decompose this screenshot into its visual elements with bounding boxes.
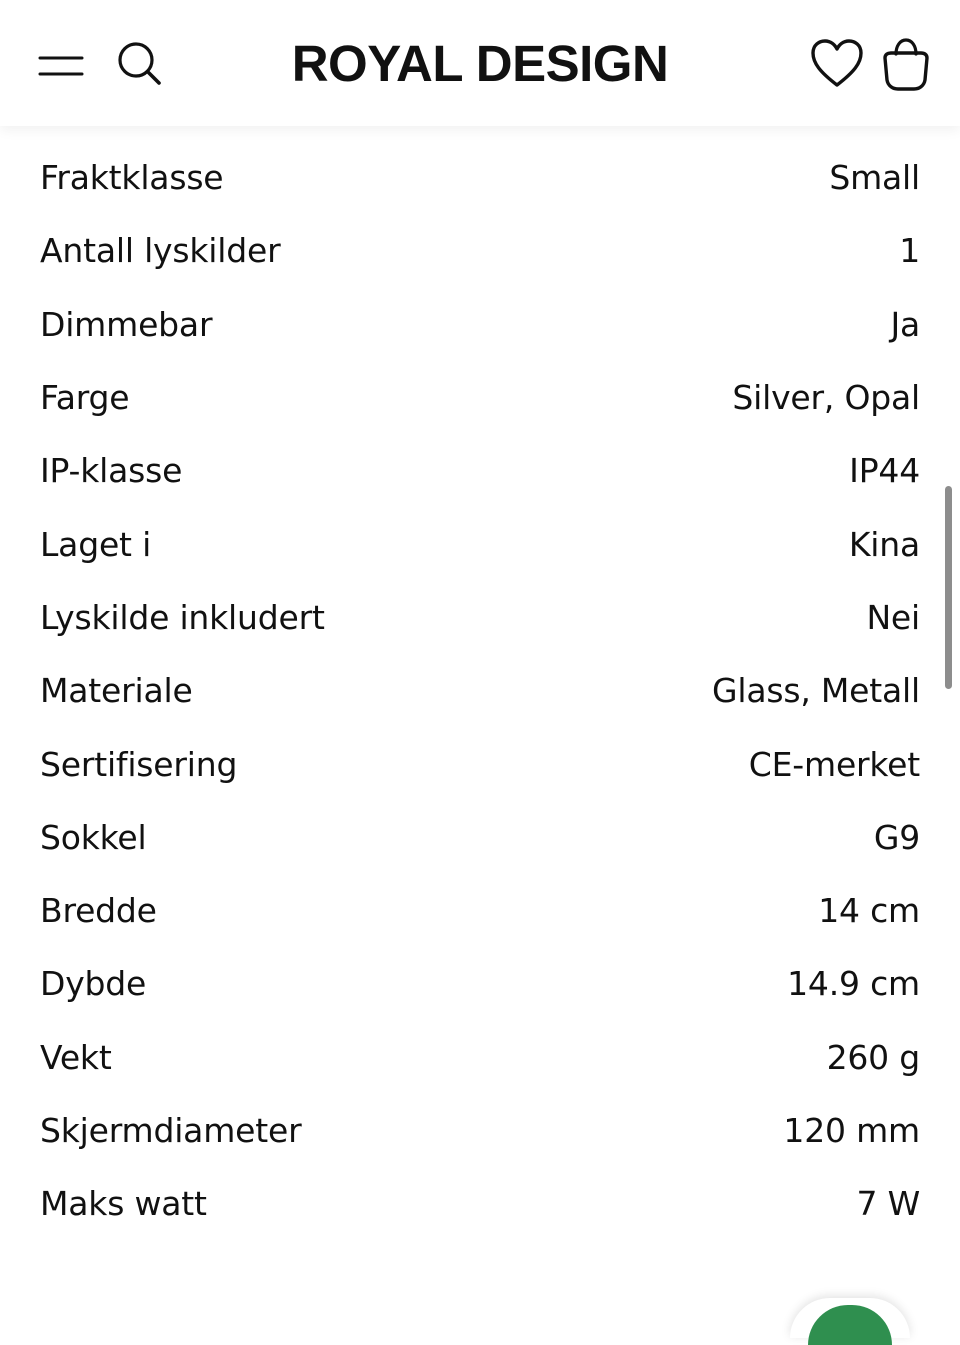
spec-row bbox=[40, 801, 920, 874]
spec-label: Farge bbox=[40, 378, 130, 418]
chat-widget-icon bbox=[808, 1305, 892, 1345]
spec-row bbox=[40, 1094, 920, 1167]
spec-value: Kina bbox=[848, 524, 920, 564]
spec-row bbox=[40, 214, 920, 287]
spec-row bbox=[40, 1167, 920, 1240]
spec-value: Small bbox=[829, 158, 920, 198]
spec-label: Maks watt bbox=[40, 1184, 207, 1224]
scrollbar-thumb[interactable] bbox=[945, 486, 952, 689]
spec-label: Dimmebar bbox=[40, 304, 213, 344]
spec-row bbox=[40, 361, 920, 434]
spec-value: Silver, Opal bbox=[732, 378, 920, 418]
cart-button[interactable] bbox=[880, 36, 932, 92]
spec-value: Ja bbox=[890, 304, 920, 344]
spec-row bbox=[40, 654, 920, 727]
spec-label: Lyskilde inkludert bbox=[40, 597, 325, 637]
spec-row bbox=[40, 1021, 920, 1094]
spec-value: 120 mm bbox=[783, 1111, 920, 1150]
spec-value: IP44 bbox=[849, 451, 920, 491]
spec-row bbox=[40, 507, 920, 580]
spec-value: CE-merket bbox=[748, 744, 920, 784]
spec-label: Skjermdiameter bbox=[40, 1111, 302, 1150]
product-specifications bbox=[40, 141, 920, 1240]
spec-row bbox=[40, 727, 920, 800]
spec-label: Laget i bbox=[40, 524, 152, 564]
spec-value: Nei bbox=[866, 597, 920, 637]
chat-widget-button[interactable] bbox=[790, 1298, 910, 1338]
spec-row bbox=[40, 581, 920, 654]
spec-label: Antall lyskilder bbox=[40, 231, 281, 271]
spec-value: 14.9 cm bbox=[787, 964, 920, 1004]
spec-label: Dybde bbox=[40, 964, 147, 1004]
spec-value: 7 W bbox=[856, 1184, 920, 1224]
spec-value: 1 bbox=[899, 231, 920, 271]
spec-label: Sokkel bbox=[40, 817, 147, 857]
heart-icon bbox=[810, 38, 864, 90]
shopping-bag-icon bbox=[880, 36, 932, 92]
spec-label: Materiale bbox=[40, 671, 193, 711]
site-header bbox=[0, 0, 960, 126]
spec-label: Sertifisering bbox=[40, 744, 238, 784]
spec-label: IP-klasse bbox=[40, 451, 183, 491]
spec-row bbox=[40, 141, 920, 214]
spec-value: 260 g bbox=[826, 1037, 920, 1077]
spec-row bbox=[40, 874, 920, 947]
spec-value: 14 cm bbox=[818, 891, 920, 931]
spec-row bbox=[40, 288, 920, 361]
spec-label: Fraktklasse bbox=[40, 158, 224, 198]
spec-value: G9 bbox=[873, 817, 920, 857]
spec-row bbox=[40, 947, 920, 1020]
wishlist-button[interactable] bbox=[810, 38, 864, 90]
spec-row bbox=[40, 434, 920, 507]
spec-label: Bredde bbox=[40, 891, 157, 931]
spec-label: Vekt bbox=[40, 1037, 112, 1077]
spec-value: Glass, Metall bbox=[711, 671, 920, 711]
site-logo[interactable]: ROYAL DESIGN bbox=[291, 35, 669, 92]
